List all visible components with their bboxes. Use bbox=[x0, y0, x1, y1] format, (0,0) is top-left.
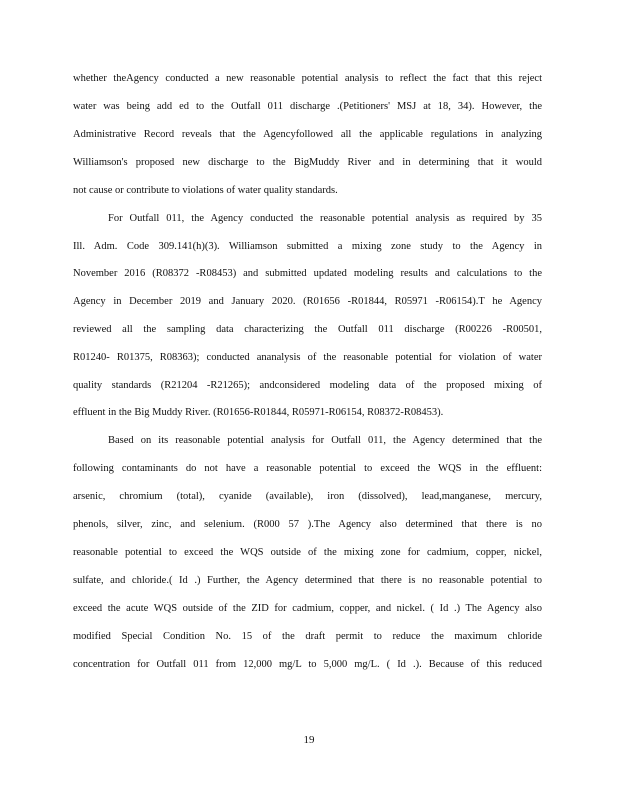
text-line: R01240- R01375, R08363); conducted ananalysis of the reasonable potential for violation of water bbox=[73, 352, 542, 363]
text-line: effluent in the Big Muddy River. (R01656-R01844, R05971-R06154, R08372-R08453). bbox=[73, 407, 444, 418]
text-line: whether theAgency conducted a new reasonable potential analysis to reflect the fact that this reject bbox=[73, 73, 542, 84]
text-line: reasonable potential to exceed the WQS outside of the mixing zone for cadmium, copper, nickel, bbox=[73, 547, 542, 558]
text-line: November 2016 (R08372 -R08453) and submitted updated modeling results and calculations to the bbox=[73, 268, 542, 279]
text-line: Agency in December 2019 and January 2020. (R01656 -R01844, R05971 -R06154).T he Agency bbox=[73, 296, 542, 307]
text-line: exceed the acute WQS outside of the ZID for cadmium, copper, and nickel. ( Id .) The Agency also bbox=[73, 603, 542, 614]
paragraph-first-line: Based on its reasonable potential analysis for Outfall 011, the Agency determined that the bbox=[108, 435, 542, 446]
text-line: Administrative Record reveals that the Agencyfollowed all the applicable regulations in analyzing bbox=[73, 129, 542, 140]
text-line: quality standards (R21204 -R21265); andconsidered modeling data of the proposed mixing of bbox=[73, 380, 542, 391]
text-line: modified Special Condition No. 15 of the draft permit to reduce the maximum chloride bbox=[73, 631, 542, 642]
text-line: arsenic, chromium (total), cyanide (available), iron (dissolved), lead,manganese, mercury, bbox=[73, 491, 542, 502]
text-line: concentration for Outfall 011 from 12,000 mg/L to 5,000 mg/L. ( Id .). Because of this reduced bbox=[73, 659, 542, 670]
text-line: not cause or contribute to violations of water quality standards. bbox=[73, 185, 338, 196]
text-line: Ill. Adm. Code 309.141(h)(3). Williamson submitted a mixing zone study to the Agency in bbox=[73, 241, 542, 252]
page-number: 19 bbox=[303, 734, 315, 746]
text-line: water was being add ed to the Outfall 011 discharge .(Petitioners' MSJ at 18, 34). However, the bbox=[73, 101, 542, 112]
text-line: phenols, silver, zinc, and selenium. (R000 57 ).The Agency also determined that there is no bbox=[73, 519, 542, 530]
text-line: sulfate, and chloride.( Id .) Further, the Agency determined that there is no reasonable potential to bbox=[73, 575, 542, 586]
text-line: reviewed all the sampling data characterizing the Outfall 011 discharge (R00226 -R00501, bbox=[73, 324, 542, 335]
text-line: Williamson's proposed new discharge to the BigMuddy River and in determining that it would bbox=[73, 157, 542, 168]
text-line: following contaminants do not have a reasonable potential to exceed the WQS in the effluent: bbox=[73, 463, 542, 474]
paragraph-first-line: For Outfall 011, the Agency conducted the reasonable potential analysis as required by 35 bbox=[108, 213, 542, 224]
